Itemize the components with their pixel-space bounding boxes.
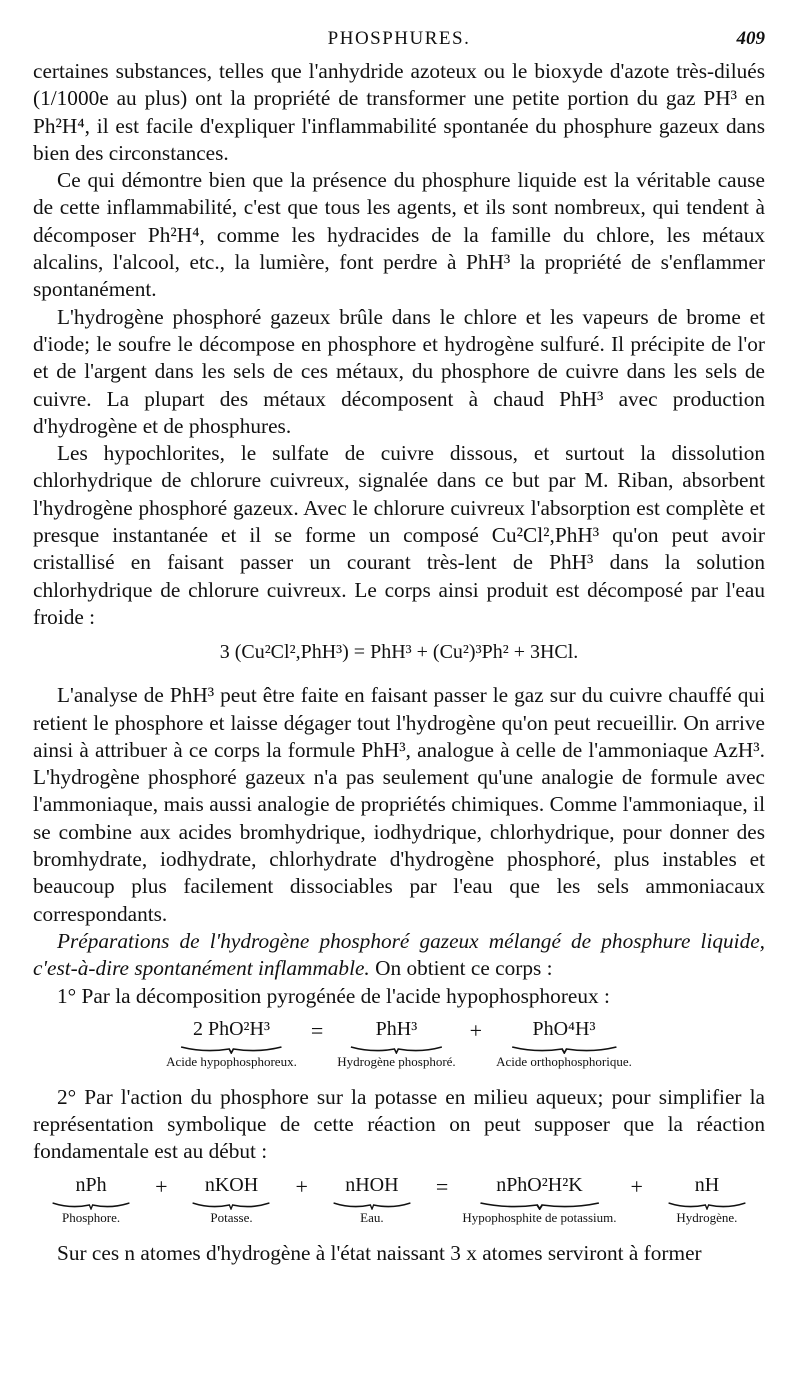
formula-term [322,1174,422,1226]
formula-operator: + [295,1173,308,1199]
running-title: PHOSPHURES. [327,28,471,49]
paragraph-4: Les hypochlorites, le sulfate de cuivre dissous, et surtout la dissolution chlorhydrique de chlorure cuivreux, signalée dans ce but par M. Riban, absorbent l'hydrogène phosphoré gazeux. Avec le chlorure cuivreux l'absorption est complète et presque instantanée et il se forme un composé Cu²Cl²,PhH³ qu'on peut avoir cristallisé en faisant passer un courant très-lent de PhH³ dans la solution chlorhydrique de chlorure cuivreux. Le corps ainsi produit est décomposé par l'eau froide : [33,441,765,629]
formula-operator: + [155,1173,168,1199]
formula-term-label: Hydrogène phosphoré. [337,1053,456,1069]
section-lead-rest: On obtient ce corps : [369,956,553,981]
formula-term-label: Acide orthophosphorique. [496,1053,632,1069]
formula-term-label: Hypophosphite de potassium. [462,1209,617,1225]
paragraph-6 [33,928,765,983]
formula-term-label: Acide hypophosphoreux. [166,1053,297,1069]
paragraph-5: L'analyse de PhH³ peut être faite en faisant passer le gaz sur du cuivre chauffé qui retient le phosphore et laisse dégager tout l'hydrogène qu'on peut recueillir. On arrive ainsi à attribuer à ce corps la formule PhH³, analogue à celle de l'ammoniaque AzH³. L'hydrogène phosphoré gazeux n'a pas seulement qu'une analogie de formule avec l'ammoniaque, mais aussi analogie de propriétés chimiques. Comme l'ammoniaque, il se combine aux acides bromhydrique, iodhydrique, chlorhydrique, pour donner des bromhydrate, iodhydrate, chlorhydrate d'hydrogène phosphoré, plus instables et beaucoup plus facilement dissociables par l'eau que les sels ammoniacaux correspondants. [33,683,765,926]
underbrace-icon [349,1044,444,1054]
underbrace-icon [478,1200,601,1210]
formula-term-label: Hydrogène. [676,1209,738,1225]
formula-operator: = [435,1173,449,1199]
formula-term-text: PhH³ [375,1017,418,1040]
underbrace-icon [332,1200,412,1210]
formula-operator: = [310,1017,324,1043]
page-number: 409 [736,28,765,49]
equation-decomposition: 3 (Cu²Cl²,PhH³) = PhH³ + (Cu²)³Ph² + 3HCl. [219,641,579,664]
formula-term-text: 2 PhO²H³ [192,1017,270,1040]
formula-term-text: nKOH [204,1173,259,1196]
underbrace-icon [510,1044,619,1054]
page-header [33,28,765,58]
formula-operator: + [630,1173,643,1199]
underbrace-icon [191,1200,271,1210]
paragraph-2: Ce qui démontre bien que la présence du phosphure liquide est la véritable cause de cette inflammabilité, c'est que tous les agents, et ils sont nombreux, qui tendent à décomposer Ph²H⁴, comme les hydracides de la famille du chlore, les métaux alcalins, l'alcool, etc., la lumière, font perdre à PhH³ la propriété de s'enflammer spontanément. [33,168,765,302]
formula-term [337,1018,455,1070]
underbrace-icon [51,1200,131,1210]
formula-term-text: nPhO²H²K [496,1173,583,1196]
formula-potasse [33,1174,765,1226]
underbrace-icon [667,1200,747,1210]
formula-term-text: nHOH [345,1173,399,1196]
formula-term [41,1174,141,1226]
formula-term-label: Eau. [360,1209,384,1225]
formula-term-label: Phosphore. [61,1209,121,1225]
formula-term-text: nPh [75,1173,107,1196]
paragraph-3: L'hydrogène phosphoré gazeux brûle dans le chlore et les vapeurs de brome et d'iode; le soufre le décompose en phosphore et hydrogène sulfuré. Il précipite de l'or et de l'argent dans les sels de ces métaux, du phosphore de cuivre dans les sels de cuivre. La plupart des métaux décomposent à chaud PhH³ avec production d'hydrogène et de phosphures. [33,304,765,438]
formula-term [657,1174,757,1226]
paragraph-1: certaines substances, telles que l'anhydride azoteux ou le bioxyde d'azote très-dilués (1/1000e au plus) ont la propriété de transformer une petite portion du gaz PH³ en Ph²H⁴, il est facile d'expliquer l'inflammabilité spontanée du phosphure gazeux dans bien des circonstances. [33,59,765,165]
formula-term [462,1174,616,1226]
formula-term [166,1018,297,1070]
formula-term [181,1174,281,1226]
formula-hypophosphoreux [33,1018,765,1070]
formula-term-text: nH [694,1173,720,1196]
underbrace-icon [179,1044,284,1054]
document-page [33,28,765,1267]
paragraph-7: 1° Par la décomposition pyrogénée de l'acide hypophosphoreux : [57,983,610,1008]
paragraph-9: Sur ces n atomes d'hydrogène à l'état naissant 3 x atomes serviront à former [57,1240,702,1265]
formula-term-label: Potasse. [210,1209,253,1225]
formula-term-text: PhO⁴H³ [532,1017,596,1040]
formula-operator: + [469,1017,483,1043]
paragraph-8: 2° Par l'action du phosphore sur la potasse en milieu aqueux; pour simplifier la représentation symbolique de cette réaction on peut supposer que la réaction fondamentale est au début : [33,1084,765,1164]
section-lead: Préparations de l'hydrogène phosphoré gazeux mélangé de phosphure liquide, c'est-à-dire spontanément inflammable. [33,928,765,981]
formula-term [496,1018,632,1070]
